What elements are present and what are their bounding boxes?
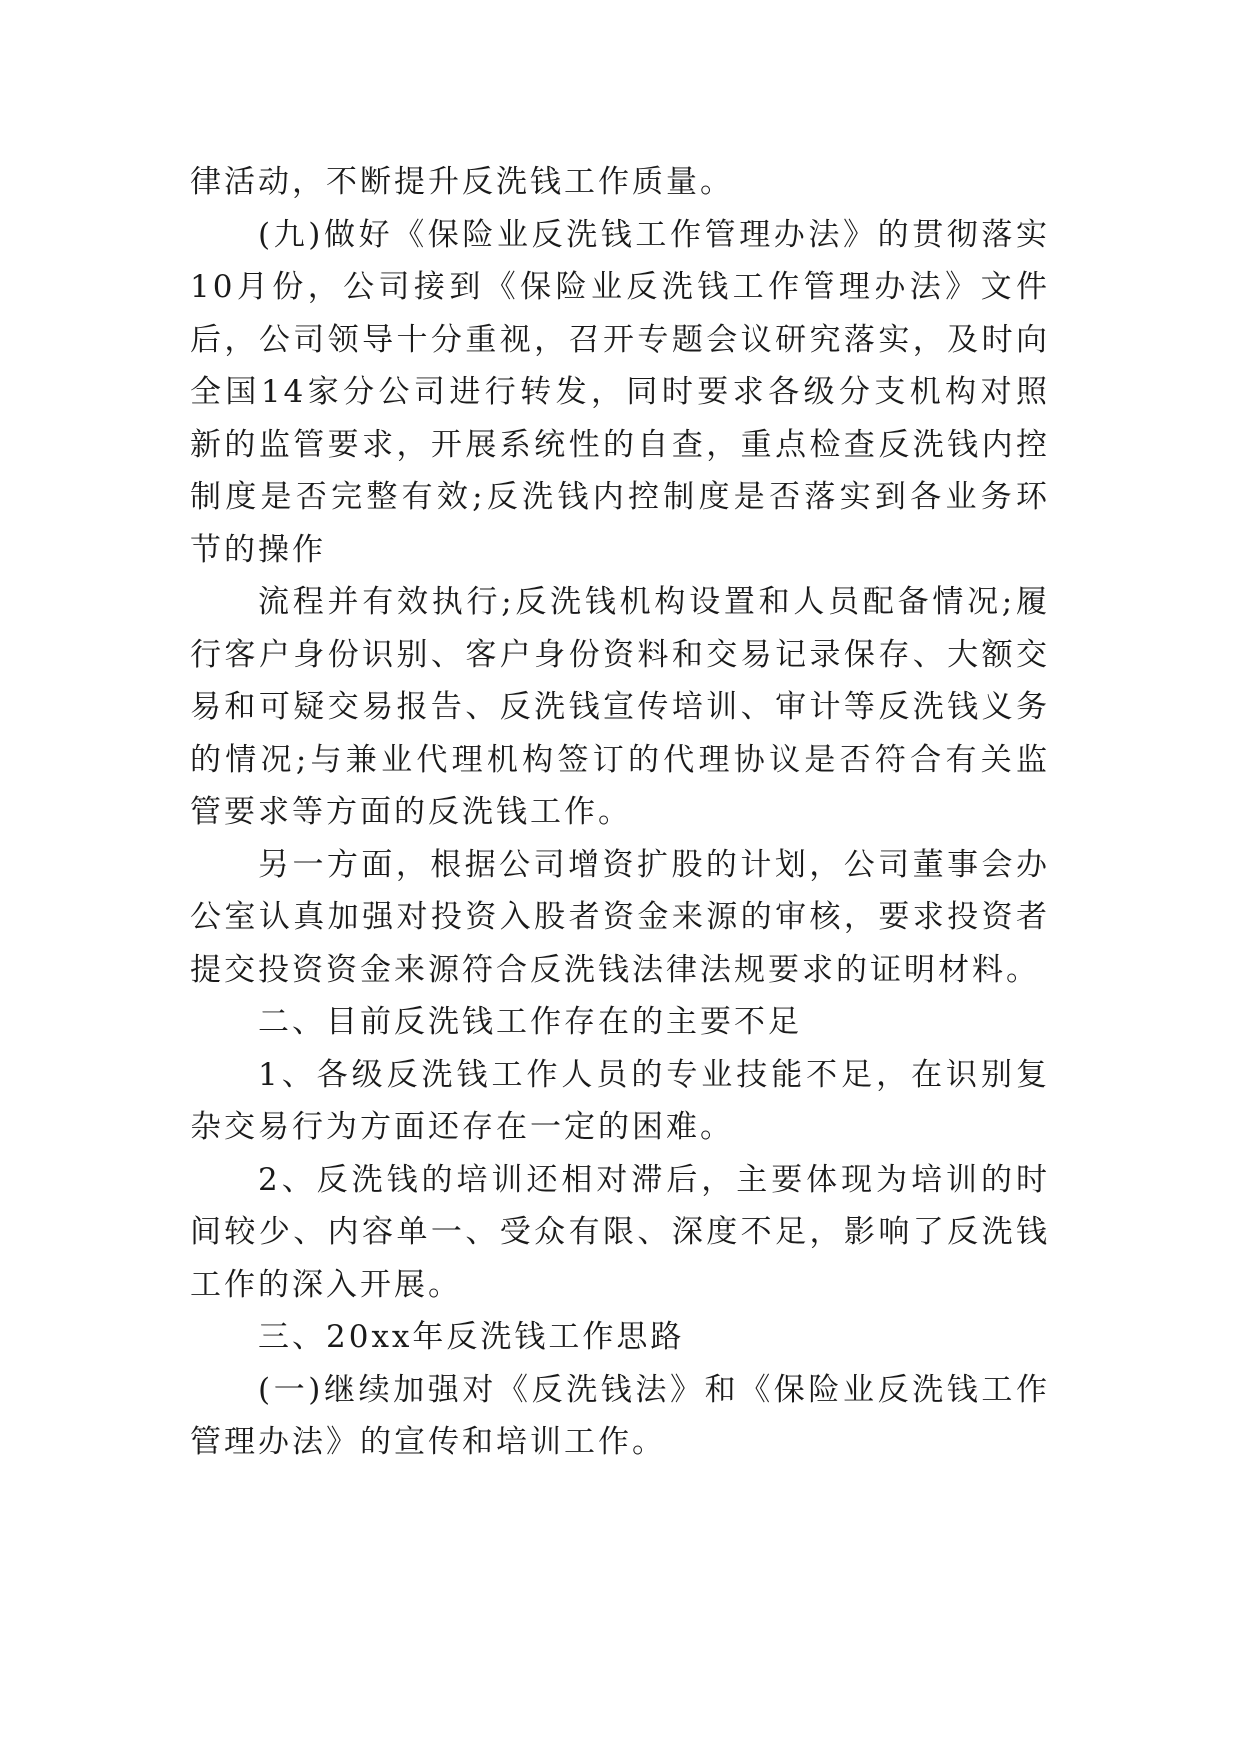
document-body [190,156,1050,1469]
paragraph-shortcoming-2: 2、反洗钱的培训还相对滞后，主要体现为培训的时间较少、内容单一、受众有限、深度不足，影响了反洗钱工作的深入开展。 [190,1161,1050,1303]
paragraph-process: 流程并有效执行;反洗钱机构设置和人员配备情况;履行客户身份识别、客户身份资料和交易记录保存、大额交易和可疑交易报告、反洗钱宣传培训、审计等反洗钱义务的情况;与兼业代理机构签订的代理协议是否符合有关监管要求等方面的反洗钱工作。 [190,584,1050,830]
paragraph-continuation: 律活动，不断提升反洗钱工作质量。 [190,164,734,200]
paragraph-other-aspect: 另一方面，根据公司增资扩股的计划，公司董事会办公室认真加强对投资入股者资金来源的审核，要求投资者提交投资资金来源符合反洗钱法律法规要求的证明材料。 [190,846,1050,988]
section-heading-shortcomings: 二、目前反洗钱工作存在的主要不足 [258,1004,802,1040]
paragraph-plan-1: (一)继续加强对《反洗钱法》和《保险业反洗钱工作管理办法》的宣传和培训工作。 [190,1371,1050,1460]
paragraph-item-nine: (九)做好《保险业反洗钱工作管理办法》的贯彻落实10月份，公司接到《保险业反洗钱工作管理办法》文件后，公司领导十分重视，召开专题会议研究落实，及时向全国14家分公司进行转发，同时要求各级分支机构对照新的监管要求，开展系统性的自查，重点检查反洗钱内控制度是否完整有效;反洗钱内控制度是否落实到各业务环节的操作 [190,216,1050,568]
paragraph-shortcoming-1: 1、各级反洗钱工作人员的专业技能不足，在识别复杂交易行为方面还存在一定的困难。 [190,1056,1050,1145]
section-heading-plan: 三、20xx年反洗钱工作思路 [258,1319,685,1355]
